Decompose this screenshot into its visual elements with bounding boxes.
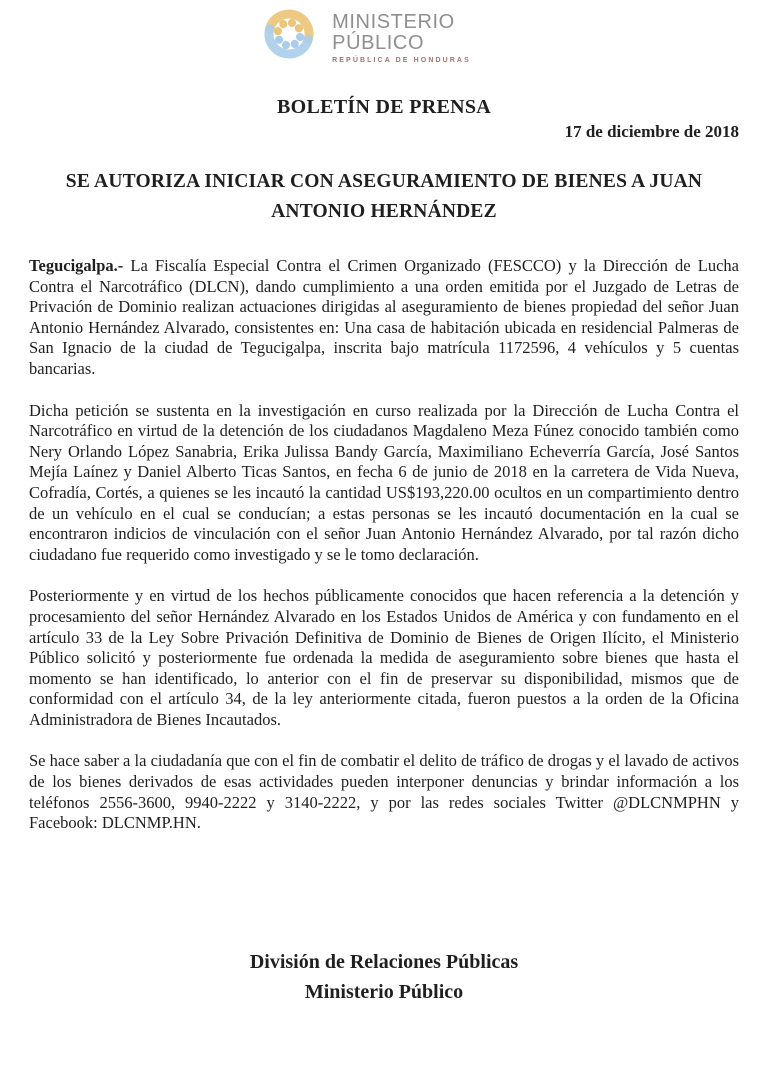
ministry-masthead <box>29 5 699 65</box>
ministry-emblem-icon <box>257 5 321 63</box>
org-name-line2: PÚBLICO <box>332 32 425 54</box>
document-date: 17 de diciembre de 2018 <box>564 122 739 141</box>
body-copy <box>29 256 739 834</box>
paragraph-2: Dicha petición se sustenta en la investigación en curso realizada por la Dirección de Lucha Contra el Narcotráfico en virtud de la detención de los ciudadanos Magdaleno Meza Fúnez conocido también como Nery Orlando López Sanabria, Erika Julissa Bandy García, Maximiliano Echeverría García, José Santos Mejía Laínez y Daniel Alberto Ticas Santos, en fecha 6 de junio de 2018 en la carretera de Vida Nueva, Cofradía, Cortés, a quienes se les incautó la cantidad US$193,220.00 ocultos en un compartimiento dentro de un vehículo en el cual se conducían; a estas personas se les incautó documentación en la cual se encontraron indicios de vinculación con el señor Juan Antonio Hernández Alvarado, por tal razón dicho ciudadano fue requerido como investigado y se le tomo declaración. <box>29 400 739 564</box>
paragraph-3: Posteriormente y en virtud de los hechos públicamente conocidos que hacen referencia a la detención y procesamiento del señor Hernández Alvarado en los Estados Unidos de América y con fundamento en el artículo 33 de la Ley Sobre Privación Definitiva de Dominio de Bienes de Origen Ilícito, el Ministerio Público solicitó y posteriormente fue ordenada la medida de aseguramiento sobre bienes que hasta el momento se han identificado, lo anterior con el fin de preservar su disponibilidad, mismos que de conformidad con el artículo 34, de la ley anteriormente citada, fueron puestos a la orden de la Oficina Administradora de Bienes Incautados. <box>29 586 739 729</box>
paragraph-4: Se hace saber a la ciudadanía que con el fin de combatir el delito de tráfico de drogas y el lavado de activos de los bienes derivados de esas actividades pueden interponer denuncias y brindar información a los teléfonos 2556-3600, 9940-2222 y 3140-2222, y por las redes sociales Twitter @DLCNMPHN y Facebook: DLCNMP.HN. <box>29 751 739 833</box>
org-subtitle: REPÚBLICA DE HONDURAS <box>332 57 471 64</box>
headline: SE AUTORIZA INICIAR CON ASEGURAMIENTO DE BIENES A JUAN ANTONIO HERNÁNDEZ <box>65 171 703 222</box>
paragraph-1-text: La Fiscalía Especial Contra el Crimen Organizado (FESCCO) y la Dirección de Lucha Contra el Narcotráfico (DLCN), dando cumplimiento a una orden emitida por el Juzgado de Letras de Privación de Dominio realizan actuaciones dirigidas al aseguramiento de bienes propiedad del señor Juan Antonio Hernández Alvarado, consistentes en: Una casa de habitación ubicada en residencial Palmeras de San Ignacio de la ciudad de Tegucigalpa, inscrita bajo matrícula 1172596, 4 vehículos y 5 cuentas bancarias. <box>29 256 739 378</box>
footer-division: División de Relaciones Públicas <box>249 950 519 973</box>
press-release-kicker: BOLETÍN DE PRENSA <box>276 96 492 118</box>
org-name-line1: MINISTERIO <box>332 11 455 33</box>
document-footer <box>29 947 739 1007</box>
org-name-block <box>332 5 471 64</box>
paragraph-1 <box>29 256 739 380</box>
footer-org: Ministerio Público <box>304 980 464 1003</box>
paragraph-1-lead: Tegucigalpa.- <box>29 256 124 275</box>
